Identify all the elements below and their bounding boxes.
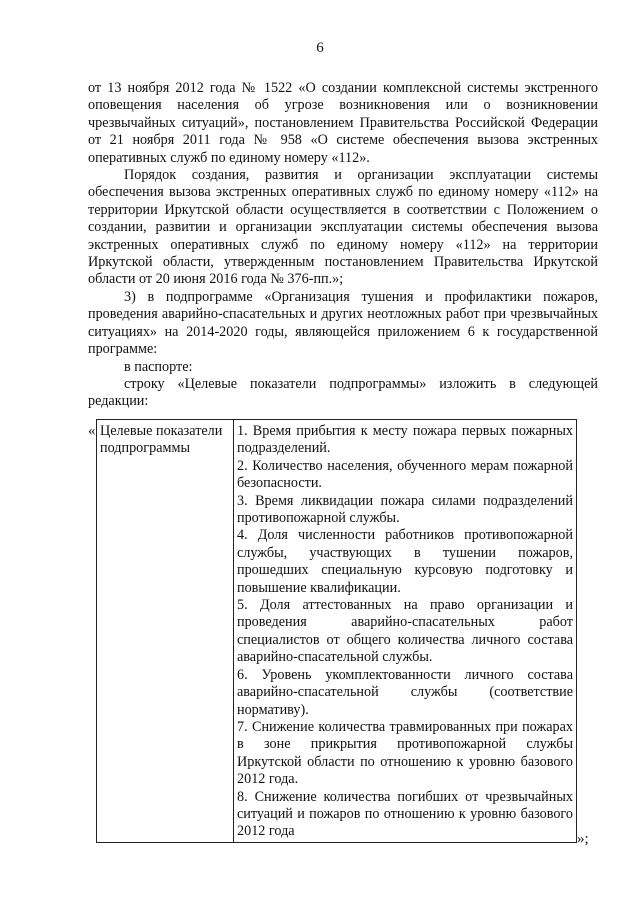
page-number: 6 xyxy=(316,40,324,56)
table-row xyxy=(97,420,577,843)
indicator-item: 8. Снижение количества погибших от чрезвычайных ситуаций и пожаров по отношению к уровню базового 2012 года xyxy=(237,788,573,840)
indicator-item: 1. Время прибытия к месту пожара первых пожарных подразделений. xyxy=(237,423,573,457)
indicator-item: 2. Количество населения, обученного мерам пожарной безопасности. xyxy=(237,457,573,492)
paragraph-continuation: от 13 ноября 2012 года № 1522 «О создании комплексной системы экстренного оповещения населения об угрозе возникновения или о возникновении чрезвычайных ситуаций», постановлением Правительства Российской Федерации от 21 ноября 2011 года № 958 «О системе обеспечения вызова экстренных оперативных служб по единому номеру «112». xyxy=(88,80,598,166)
paragraph-procedure: Порядок создания, развития и организации эксплуатации системы обеспечения вызова экстренных оперативных служб по единому номеру «112» на территории Иркутской области осуществляется в соответствии с Положением о создании, развитии и организации эксплуатации системы обеспечения вызова экстренных оперативных служб по единому номеру «112» на территории Иркутской области, утвержденным постановлением Правительства Иркутской области от 20 июня 2016 года № 376-пп.»; xyxy=(88,167,598,288)
indicator-values-cell xyxy=(234,420,577,843)
indicator-item: 4. Доля численности работников противопожарной службы, участвующих в тушении пожаров, прошедших специальную курсовую подготовку и повышение квалификации. xyxy=(237,527,573,596)
paragraph-in-passport: в паспорте: xyxy=(124,358,193,375)
closing-quote: »; xyxy=(577,831,589,847)
indicator-item: 6. Уровень укомплектованности личного состава аварийно-спасательной службы (соответствие нормативу). xyxy=(237,666,573,718)
passport-table xyxy=(96,419,577,843)
indicator-label-cell: Целевые показатели подпрограммы xyxy=(97,420,234,843)
indicator-item: 7. Снижение количества травмированных при пожарах в зоне прикрытия противопожарной службы Иркутской области по отношению к уровню базового 2012 года. xyxy=(237,718,573,788)
opening-quote: « xyxy=(88,423,96,439)
indicator-item: 3. Время ликвидации пожара силами подразделений противопожарной службы. xyxy=(237,492,573,527)
paragraph-subprogram-amendment: 3) в подпрограмме «Организация тушения и профилактики пожаров, проведения аварийно-спасательных и других неотложных работ при чрезвычайных ситуациях» на 2014-2020 годы, являющейся приложением 6 к государственной программе: xyxy=(88,288,598,358)
indicator-item: 5. Доля аттестованных на право организации и проведения аварийно-спасательных работ специалистов от общего количества личного состава аварийно-спасательной службы. xyxy=(237,597,573,666)
paragraph-row-replacement: строку «Целевые показатели подпрограммы» изложить в следующей редакции: xyxy=(88,375,598,410)
body-text xyxy=(88,80,598,411)
